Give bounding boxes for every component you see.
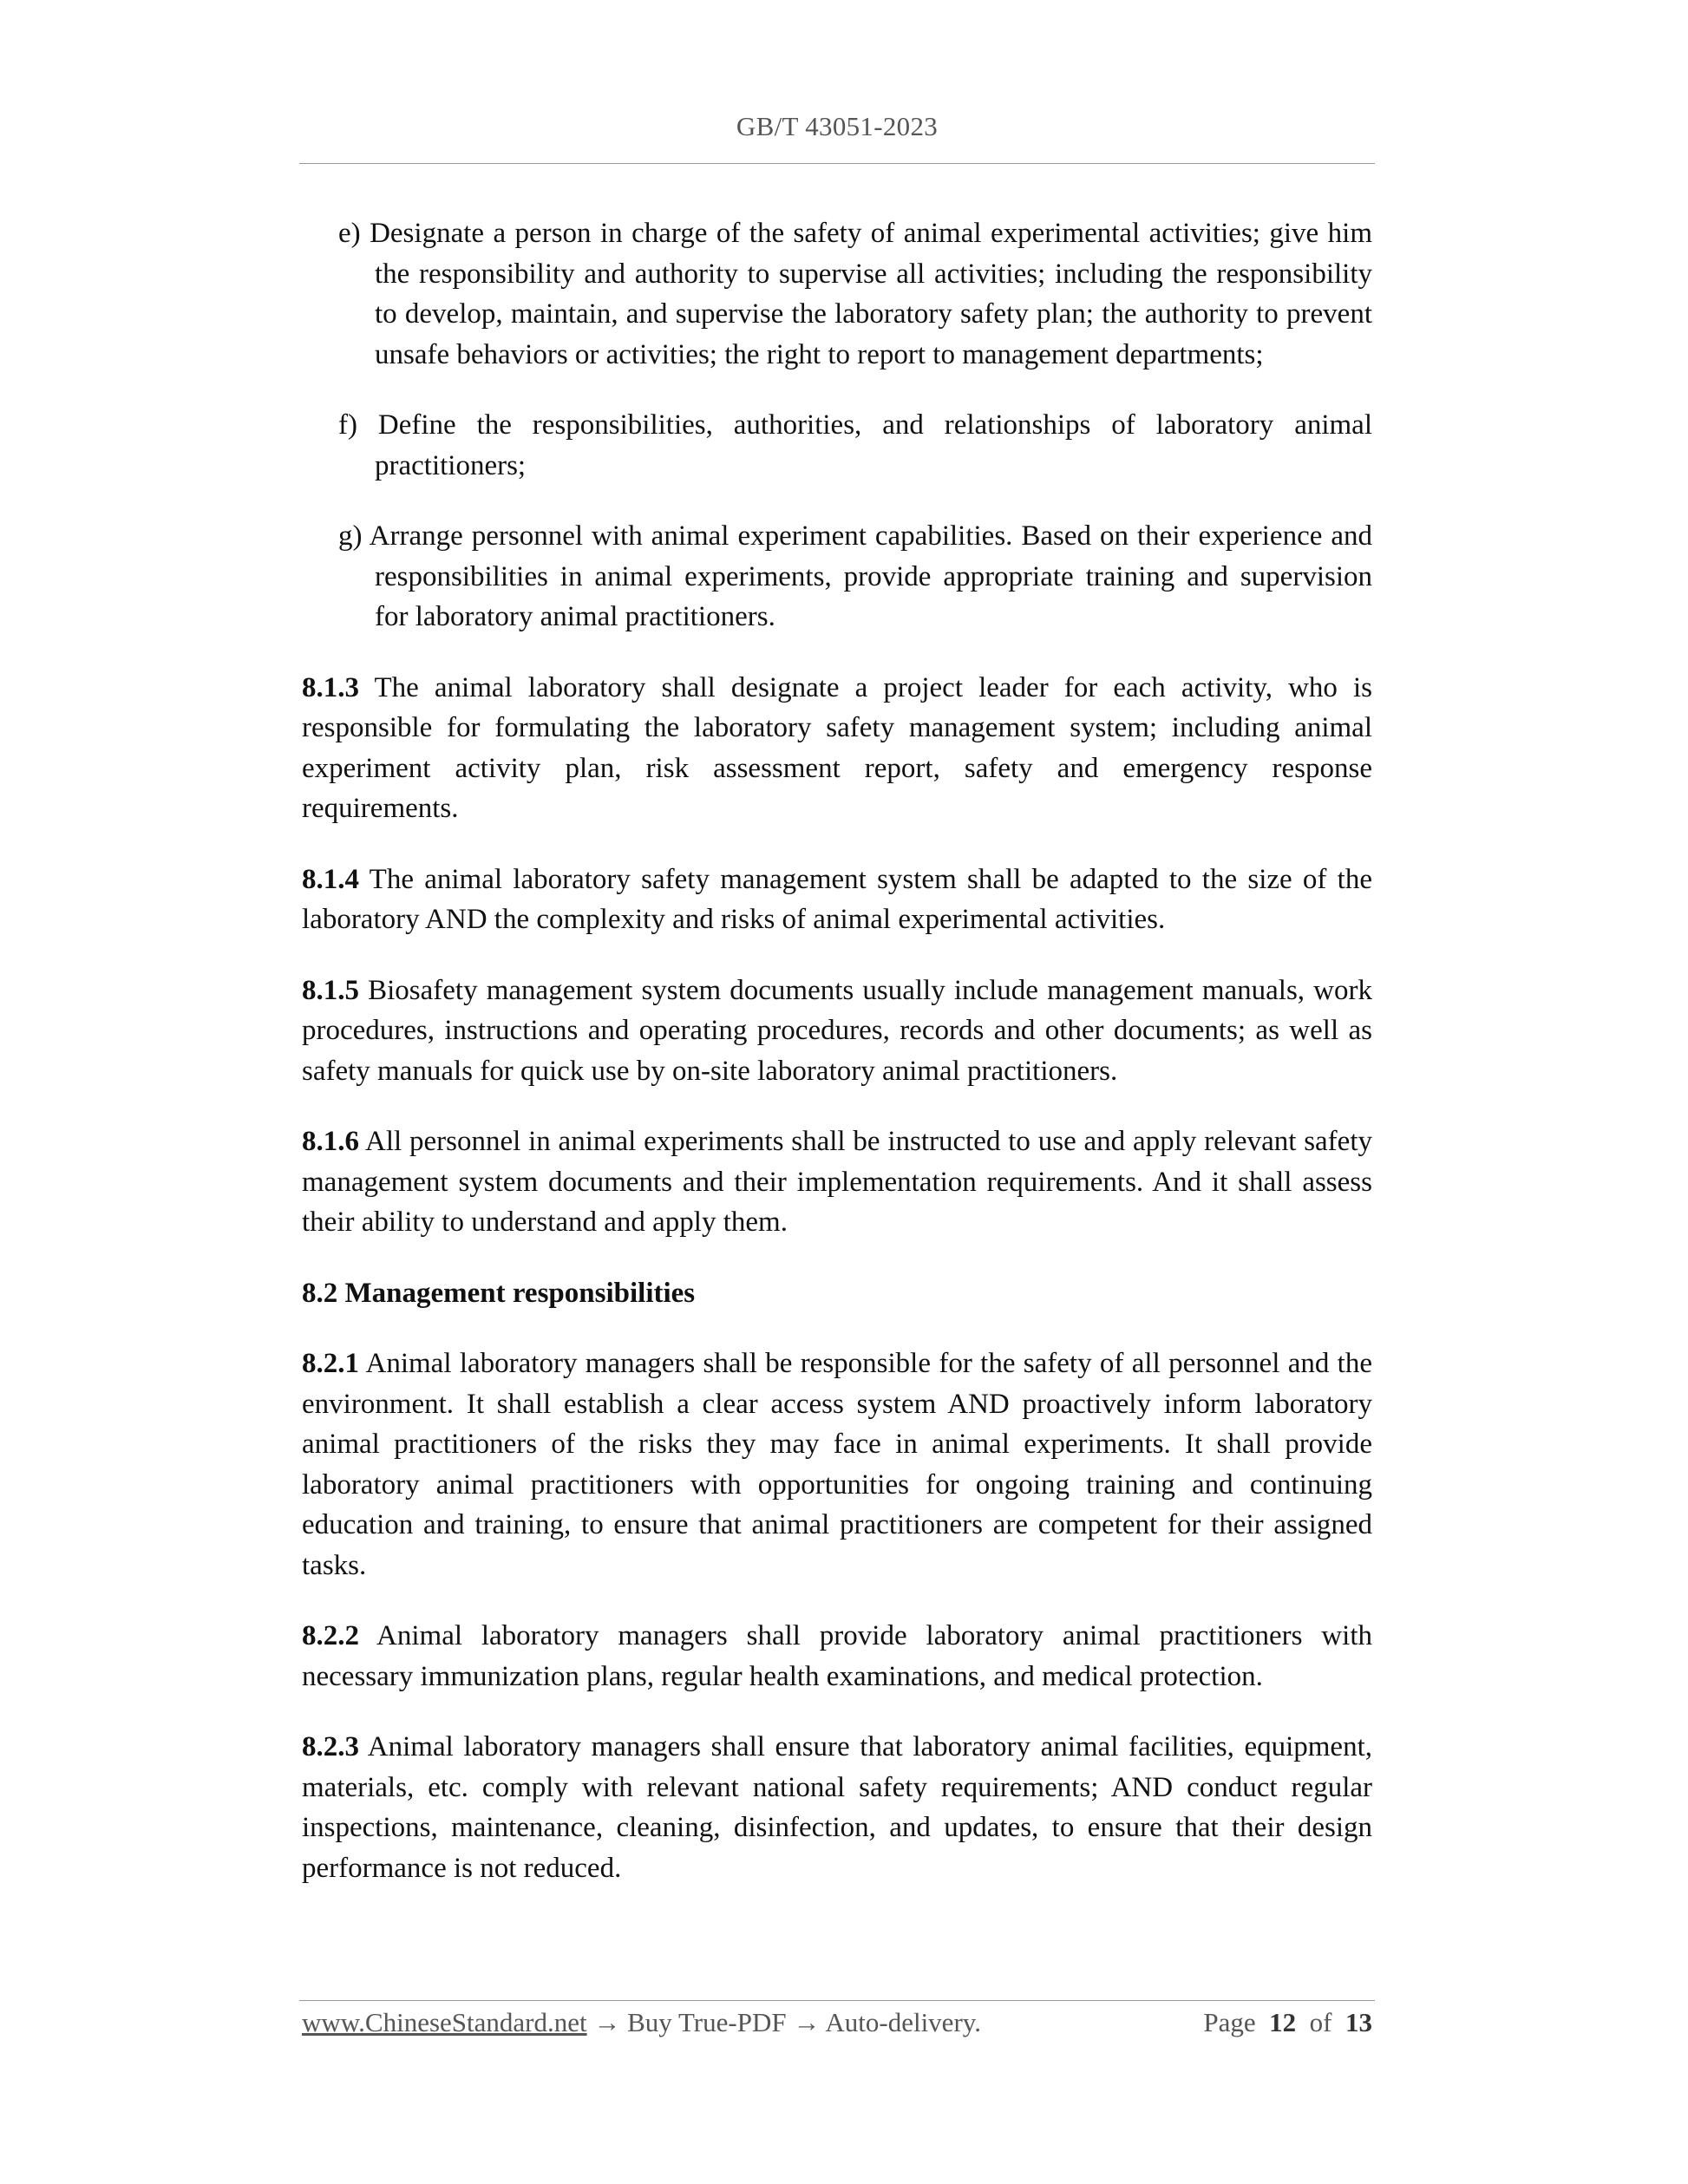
of-word: of xyxy=(1309,2007,1332,2037)
list-item-e: e) Designate a person in charge of the safety of animal experimental activities; give him the responsibility and authority to supervise all activities; including the responsibility to develop, maintain, and supervise the laboratory safety plan; the authority to prevent unsafe behaviors or activities; the right to report to management departments; xyxy=(338,218,1372,370)
clause-8-1-5 xyxy=(302,971,1372,1092)
page-footer xyxy=(302,2004,1372,2041)
footer-tagline: → Buy True-PDF → Auto-delivery. xyxy=(586,2007,981,2037)
document-header: GB/T 43051-2023 xyxy=(736,111,939,141)
clause-8-2-1 xyxy=(302,1344,1372,1586)
website-link[interactable]: www.ChineseStandard.net xyxy=(302,2007,587,2037)
clause-8-1-4 xyxy=(302,860,1372,940)
clause-text: All personnel in animal experiments shall be instructed to use and apply relevant safety management system documents and their implementation requirements. And it shall assess their ability to understand and apply them. xyxy=(302,1126,1372,1238)
total-pages: 13 xyxy=(1345,2007,1372,2037)
clause-8-2-2 xyxy=(302,1616,1372,1697)
clause-number: 8.1.4 xyxy=(302,863,359,895)
clause-text: Animal laboratory managers shall ensure that laboratory animal facilities, equipment, materials, etc. comply with relevant national safety requirements; AND conduct regular inspections, maintenance, cleaning, disinfection, and updates, to ensure that their design performance is not reduced. xyxy=(302,1731,1372,1884)
list-item-f: f) Define the responsibilities, authorities, and relationships of laboratory animal practitioners; xyxy=(338,409,1372,481)
footer-divider xyxy=(299,2000,1375,2001)
clause-number: 8.2.3 xyxy=(302,1731,359,1762)
clause-text: The animal laboratory shall designate a project leader for each activity, who is responsible for formulating the laboratory safety management system; including animal experiment activity plan, risk assessment report, safety and emergency response requirements. xyxy=(302,671,1372,824)
header-divider xyxy=(299,163,1375,164)
footer-left xyxy=(302,2004,981,2041)
page-indicator xyxy=(1203,2004,1372,2041)
clause-text: Biosafety management system documents usually include management manuals, work procedures, instructions and operating procedures, records and other documents; as well as safety manuals for quick use by on-site laboratory animal practitioners. xyxy=(302,974,1372,1087)
clause-number: 8.1.6 xyxy=(302,1126,359,1157)
list-item-g: g) Arrange personnel with animal experiment capabilities. Based on their experience and responsibilities in animal experiments, provide appropriate training and supervision for laboratory animal practitioners. xyxy=(338,520,1372,632)
current-page: 12 xyxy=(1269,2007,1297,2037)
page-word: Page xyxy=(1203,2007,1256,2037)
clause-text: The animal laboratory safety management system shall be adapted to the size of the laboratory AND the complexity and risks of animal experimental activities. xyxy=(302,863,1372,935)
clause-number: 8.2.1 xyxy=(302,1348,359,1379)
clause-number: 8.1.3 xyxy=(302,671,359,703)
clause-number: 8.1.5 xyxy=(302,974,359,1006)
clause-8-1-3 xyxy=(302,668,1372,829)
clause-text: Animal laboratory managers shall provide laboratory animal practitioners with necessary immunization plans, regular health examinations, and medical protection. xyxy=(302,1620,1372,1692)
section-heading-8-2: 8.2 Management responsibilities xyxy=(302,1277,696,1309)
clause-number: 8.2.2 xyxy=(302,1620,359,1651)
page-body xyxy=(302,213,1372,1888)
clause-8-1-6 xyxy=(302,1121,1372,1243)
clause-text: Animal laboratory managers shall be responsible for the safety of all personnel and the environment. It shall establish a clear access system AND proactively inform laboratory animal practitioners of the risks they may face in animal experiments. It shall provide laboratory animal practitioners with opportunities for ongoing training and continuing education and training, to ensure that animal practitioners are competent for their assigned tasks. xyxy=(302,1348,1372,1581)
clause-8-2-3 xyxy=(302,1727,1372,1888)
